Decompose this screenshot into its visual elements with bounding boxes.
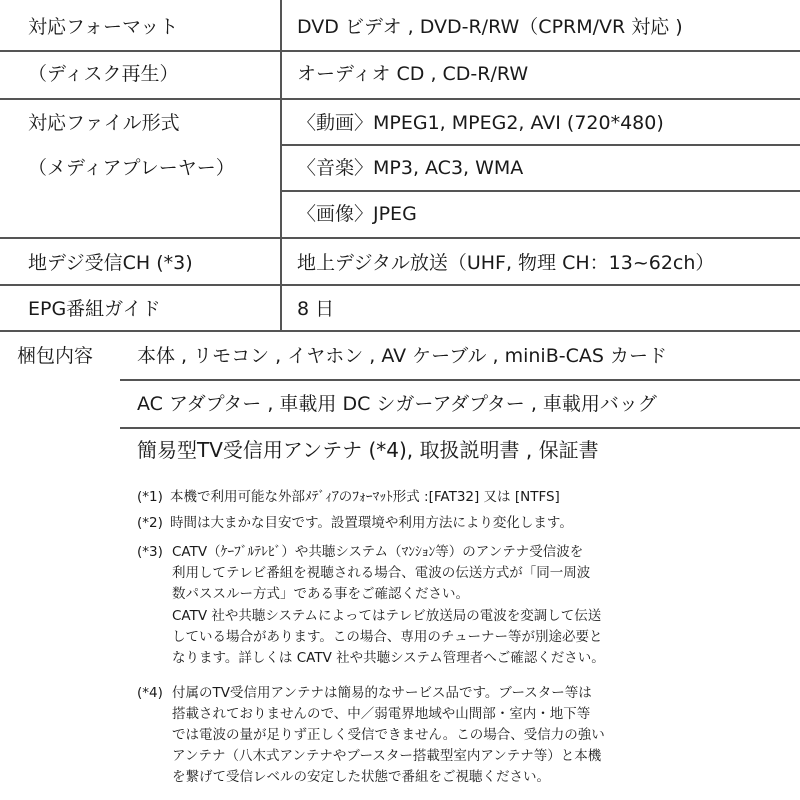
table-divider — [280, 190, 800, 192]
table-divider — [280, 144, 800, 146]
footnote-text: では電波の量が足りず正しく受信できません。この場合、受信力の強い — [172, 727, 605, 743]
footnote-text: 数パススルー方式」である事をご確認ください。 — [172, 586, 469, 602]
spec-row-mediaplayer — [0, 145, 800, 191]
footnote-mark: (*3) — [137, 544, 163, 560]
footnote-text: 利用してテレビ番組を視聴される場合、電波の伝送方式が「同一周波 — [172, 565, 591, 581]
table-divider — [0, 284, 800, 286]
spec-row-epg — [0, 286, 800, 332]
spec-value: 〈音楽〉MP3, AC3, WMA — [297, 157, 524, 179]
spec-label: EPG番組ガイド — [28, 298, 161, 320]
footnote-text: CATV 社や共聴システムによってはテレビ放送局の電波を変調して伝送 — [172, 608, 602, 624]
spec-label: （ディスク再生） — [28, 63, 179, 85]
spec-value: オーディオ CD , CD-R/RW — [297, 63, 529, 85]
footnote-text: アンテナ（八木式アンテナやブースター搭載型室内アンテナ等）と本機 — [172, 748, 602, 764]
footnote-mark: (*2) — [137, 515, 163, 531]
spec-value: 〈画像〉JPEG — [297, 203, 417, 225]
table-divider — [0, 50, 800, 52]
footnote-text: 付属のTV受信用アンテナは簡易的なサービス品です。ブースター等は — [172, 685, 592, 701]
bundle-item: 簡易型TV受信用アンテナ (*4), 取扱説明書 , 保証書 — [137, 438, 599, 462]
footnote-text: CATV（ｹｰﾌﾞﾙﾃﾚﾋﾞ）や共聴システム（ﾏﾝｼｮﾝ等）のアンテナ受信波を — [172, 544, 584, 560]
spec-value: 8 日 — [297, 298, 335, 320]
bundle-item: AC アダプター , 車載用 DC シガーアダプター , 車載用バッグ — [137, 393, 657, 415]
bundle-label: 梱包内容 — [17, 345, 94, 367]
spec-label: 対応ファイル形式 — [28, 112, 180, 134]
column-divider — [280, 0, 282, 331]
table-divider — [0, 330, 800, 332]
table-divider — [0, 98, 800, 100]
bundle-item: 本体 , リモコン , イヤホン , AV ケーブル , miniB-CAS カード — [137, 345, 667, 367]
spec-value: 地上デジタル放送（UHF, 物理 CH：13~62ch） — [297, 252, 715, 274]
footnote-mark: (*4) — [137, 685, 163, 701]
footnote-text: 搭載されておりませんので、中／弱電界地域や山間部・室内・地下等 — [172, 706, 591, 722]
spec-row-image — [0, 191, 800, 237]
spec-row-format — [0, 4, 800, 50]
footnote-text: している場合があります。この場合、専用のチューナー等が別途必要と — [172, 629, 603, 645]
spec-label: （メディアプレーヤー） — [28, 157, 235, 179]
footnote-text: なります。詳しくは CATV 社や共聴システム管理者へご確認ください。 — [172, 650, 605, 666]
spec-label: 対応フォーマット — [28, 16, 179, 38]
footnote-text: 時間は大まかな目安です。設置環境や利用方法により変化します。 — [170, 515, 573, 531]
spec-value: DVD ビデオ , DVD-R/RW（CPRM/VR 対応 ) — [297, 16, 683, 38]
spec-value: 〈動画〉MPEG1, MPEG2, AVI (720*480) — [297, 112, 664, 134]
table-divider — [0, 237, 800, 239]
footnote-text: 本機で利用可能な外部ﾒﾃﾞｨｱのﾌｫｰﾏｯﾄ形式 :[FAT32] 又は [NTFS] — [170, 489, 560, 505]
footnote-text: を繋げて受信レベルの安定した状態で番組をご視聴ください。 — [172, 769, 550, 785]
spec-row-disc — [0, 51, 800, 97]
spec-label: 地デジ受信CH (*3) — [28, 252, 193, 274]
spec-row-filetype — [0, 100, 800, 146]
footnote-mark: (*1) — [137, 489, 163, 505]
spec-row-tuner — [0, 240, 800, 286]
